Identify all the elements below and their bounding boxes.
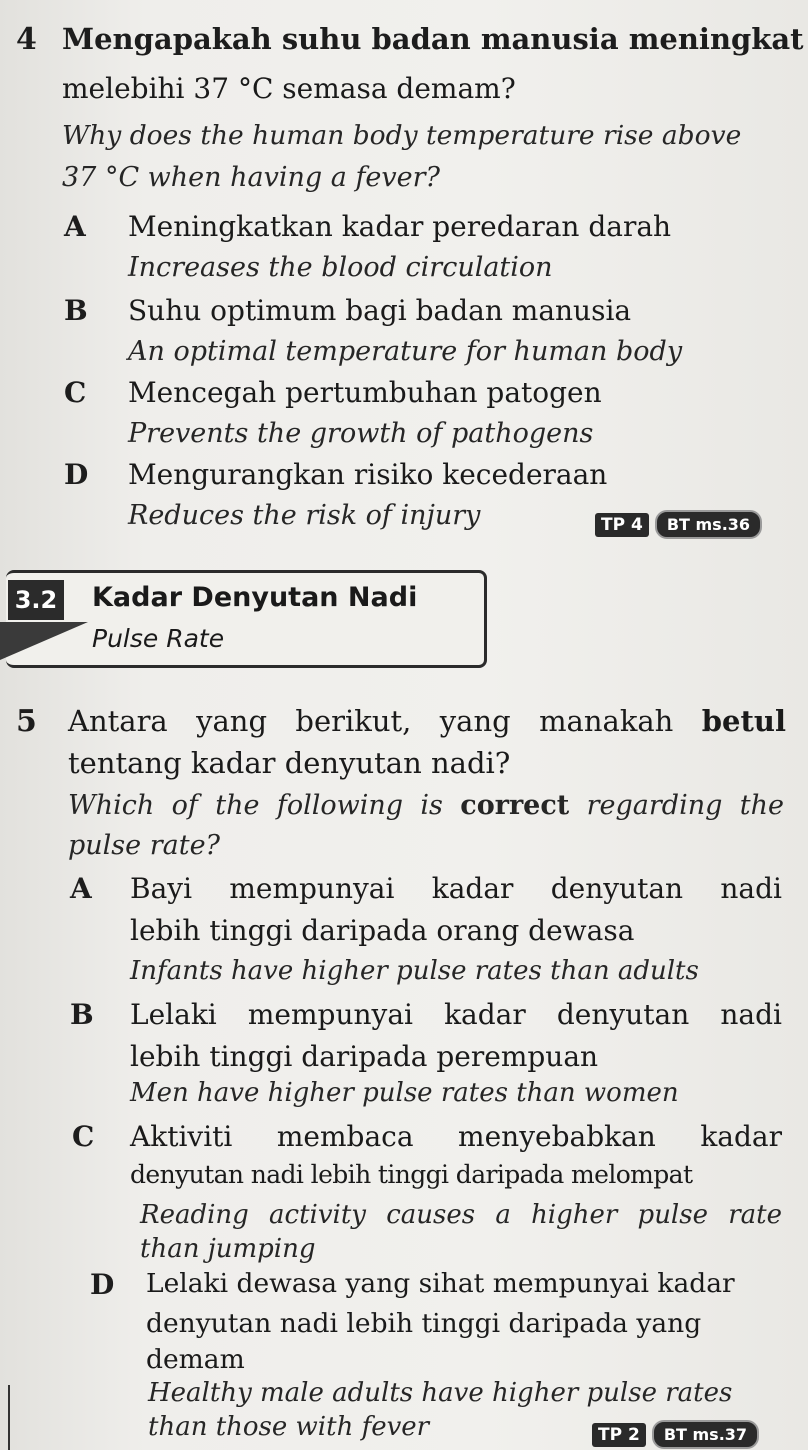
section-subtitle: Pulse Rate	[92, 624, 225, 653]
q4-option-c-english: Prevents the growth of pathogens	[128, 418, 594, 449]
question-4-number: 4	[16, 22, 37, 57]
q5-option-c-english-line1: Reading activity causes a higher pulse rate	[140, 1200, 782, 1230]
q4-option-d-english: Reduces the risk of injury	[128, 500, 481, 531]
emphasis-correct: correct	[460, 790, 570, 821]
question-4-english-line1: Why does the human body temperature rise above	[62, 120, 742, 151]
question-4-malay-line1: Mengapakah suhu badan manusia meningkat	[62, 22, 804, 56]
q4-option-a-letter[interactable]: A	[64, 210, 86, 243]
q5-option-c-english-line2: than jumping	[140, 1234, 316, 1264]
q4-option-d-malay: Mengurangkan risiko kecederaan	[128, 458, 608, 491]
q5-reference-tags	[592, 1420, 759, 1449]
tp-level-badge: TP 2	[592, 1423, 646, 1447]
q5-option-d-malay-line3: demam	[146, 1344, 245, 1375]
q4-option-a-english: Increases the blood circulation	[128, 252, 553, 283]
q5-option-d-malay-line1: Lelaki dewasa yang sihat mempunyai kadar	[146, 1268, 735, 1299]
q5-option-c-letter[interactable]: C	[72, 1120, 95, 1153]
q5-option-b-malay-line1: Lelaki mempunyai kadar denyutan nadi	[130, 998, 782, 1031]
q4-option-b-letter[interactable]: B	[64, 294, 88, 327]
section-header-wedge	[0, 622, 88, 660]
q4-reference-tags	[595, 510, 762, 539]
question-4-english-line2: 37 °C when having a fever?	[62, 162, 441, 193]
q4-option-d-letter[interactable]: D	[64, 458, 89, 491]
question-5-english-line2: pulse rate?	[68, 830, 221, 861]
q5-option-a-malay-line2: lebih tinggi daripada orang dewasa	[130, 914, 635, 947]
q5-option-d-malay-line2: denyutan nadi lebih tinggi daripada yang	[146, 1308, 702, 1339]
q4-option-a-malay: Meningkatkan kadar peredaran darah	[128, 210, 672, 243]
tp-level-badge: TP 4	[595, 513, 649, 537]
textbook-page-badge: BT ms.36	[655, 510, 762, 539]
q4-option-b-malay: Suhu optimum bagi badan manusia	[128, 294, 632, 327]
section-title: Kadar Denyutan Nadi	[92, 582, 418, 613]
q5-option-b-letter[interactable]: B	[70, 998, 94, 1031]
question-5-number: 5	[16, 704, 37, 739]
q5-option-c-malay-line2: denyutan nadi lebih tinggi daripada melompat	[130, 1160, 693, 1189]
question-5-english-line1: Which of the following is correct regarding the	[68, 790, 784, 821]
q5-option-a-letter[interactable]: A	[70, 872, 92, 905]
q5-option-a-english: Infants have higher pulse rates than adults	[130, 956, 699, 986]
q5-option-d-english-line1: Healthy male adults have higher pulse rates	[148, 1378, 733, 1408]
q5-option-b-malay-line2: lebih tinggi daripada perempuan	[130, 1040, 599, 1073]
emphasis-betul: betul	[701, 704, 786, 738]
textbook-page-badge: BT ms.37	[652, 1420, 759, 1449]
q5-option-b-english: Men have higher pulse rates than women	[130, 1078, 679, 1108]
q5-option-a-malay-line1: Bayi mempunyai kadar denyutan nadi	[130, 872, 782, 905]
question-5-malay-line1: Antara yang berikut, yang manakah betul	[68, 704, 786, 738]
question-5-malay-line2: tentang kadar denyutan nadi?	[68, 746, 511, 780]
question-4-malay-line2: melebihi 37 °C semasa demam?	[62, 72, 516, 105]
q5-option-c-malay-line1: Aktiviti membaca menyebabkan kadar	[130, 1120, 782, 1153]
q5-option-d-english-line2: than those with fever	[148, 1412, 430, 1442]
q4-option-c-malay: Mencegah pertumbuhan patogen	[128, 376, 602, 409]
section-number: 3.2	[8, 580, 64, 620]
q4-option-b-english: An optimal temperature for human body	[128, 336, 683, 367]
margin-rule	[8, 1385, 10, 1450]
q4-option-c-letter[interactable]: C	[64, 376, 87, 409]
q5-option-d-letter[interactable]: D	[90, 1268, 115, 1301]
